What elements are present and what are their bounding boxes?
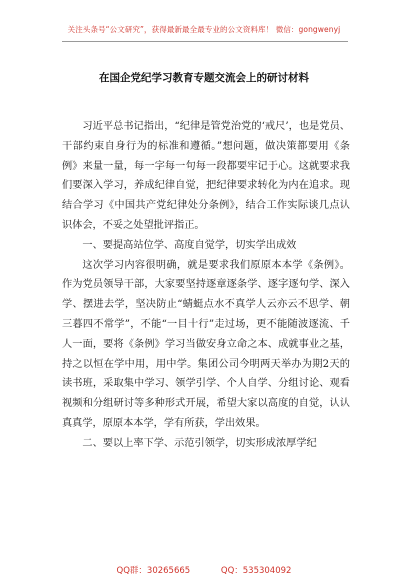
document-title: 在国企党纪学习教育专题交流会上的研讨材料 xyxy=(99,72,309,84)
section-heading-2: 二、要以上率下学、示范引领学，切实形成浓厚学纪 xyxy=(82,437,317,449)
footer-qq-group: QQ群：30265665 xyxy=(116,566,191,576)
footer-note xyxy=(0,564,408,576)
document-body xyxy=(62,117,350,454)
paragraph-intro: 习近平总书记指出，“纪律是管党治党的‘戒尺’，也是党员、干部约束自身行为的标准和遵循。”想问题，做决策都要用《条例》来量一量，每一字每一句每一段都要牢记于心。这就要求我们要深入学习，养成纪律自觉，把纪律要求转化为内在追求。现结合学习《中国共产党纪律处分条例》，结合工作实际谈几点认识体会，不妥之处望批评指正。 xyxy=(62,121,350,231)
footer-qq: QQ：535304092 xyxy=(220,566,292,576)
paragraph-section-1: 这次学习内容很明确，就是要求我们原原本本学《条例》。作为党员领导干部，大家要坚持逐章逐条学、逐字逐句学、深入学、摆进去学，坚决防止“蜻蜓点水不真学人云亦云不思学、朝三暮四不常学”，不能“一目十行”走过场，更不能随波逐流、千人一面，要将《条例》学习当做安身立命之本、成就事业之基，持之以恒在学中用，用中学。集团公司今明两天举办为期2天的读书班，采取集中学习、领学引学、个人自学、分组讨论、观看视频和分组研讨等多种形式开展，希望大家以高度的自觉，认认真真学，原原本本学，学有所获，学出效果。 xyxy=(62,259,350,429)
header-note: 关注头条号“公文研究”，获得最新最全最专业的公文资料库！ 微信：gongwenyj xyxy=(67,25,341,34)
section-heading-1: 一、要提高站位学、高度自觉学，切实学出成效 xyxy=(82,239,297,251)
header-divider xyxy=(62,41,348,42)
